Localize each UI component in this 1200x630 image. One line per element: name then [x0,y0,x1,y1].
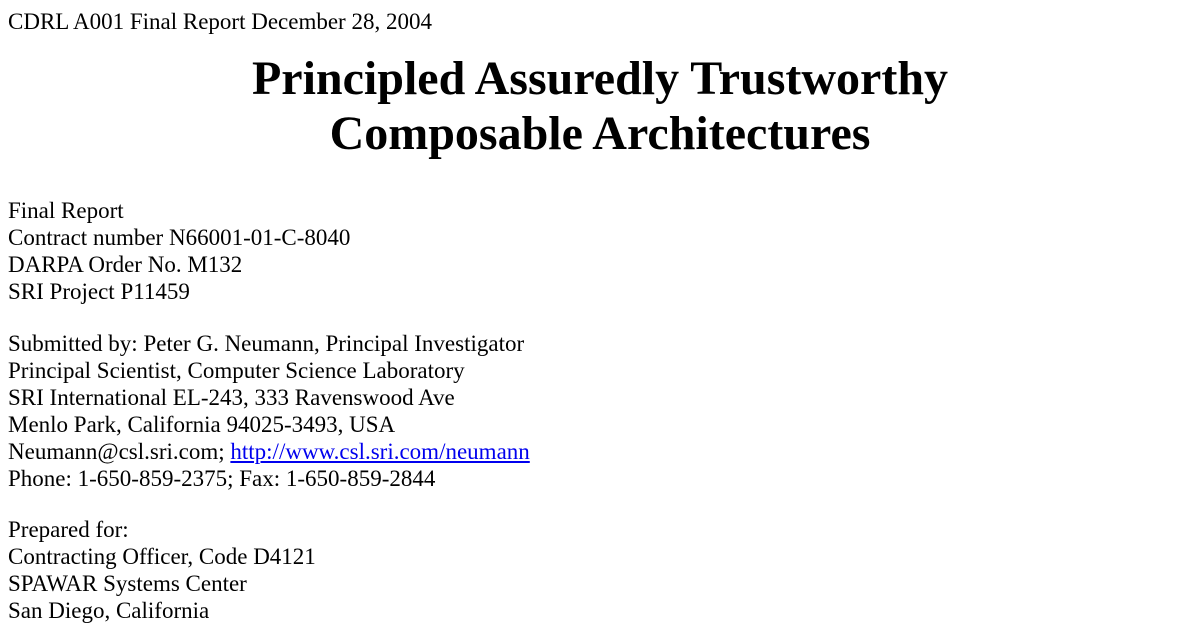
spawar-center: SPAWAR Systems Center [8,571,247,596]
email-text: Neumann@csl.sri.com; [8,439,231,464]
submitted-by-city: Menlo Park, California 94025-3493, USA [8,412,396,437]
submitted-by-name: Submitted by: Peter G. Neumann, Principal Investigator [8,331,525,356]
darpa-order: DARPA Order No. M132 [8,252,243,277]
prepared-for-block [8,516,1192,624]
contract-number: Contract number N66001-01-C-8040 [8,225,351,250]
contact-line [8,438,1192,465]
phone-fax: Phone: 1-650-859-2375; Fax: 1-650-859-2844 [8,466,436,491]
title-line-1: Principled Assuredly Trustworthy [251,52,949,105]
contracting-officer: Contracting Officer, Code D4121 [8,544,316,569]
document-header: CDRL A001 Final Report December 28, 2004 [8,9,432,34]
report-info-block [8,197,1192,305]
prepared-for-label: Prepared for: [8,517,129,542]
submitted-by-position: Principal Scientist, Computer Science Laboratory [8,358,465,383]
document-title [8,51,1192,161]
report-type: Final Report [8,198,124,223]
sri-project: SRI Project P11459 [8,279,190,304]
submitted-by-address: SRI International EL-243, 333 Ravenswood Ave [8,385,455,410]
prepared-for-city: San Diego, California [8,598,210,623]
homepage-link[interactable]: http://www.csl.sri.com/neumann [230,439,530,464]
submitted-by-block [8,330,1192,492]
title-line-2: Composable Architectures [329,107,871,160]
